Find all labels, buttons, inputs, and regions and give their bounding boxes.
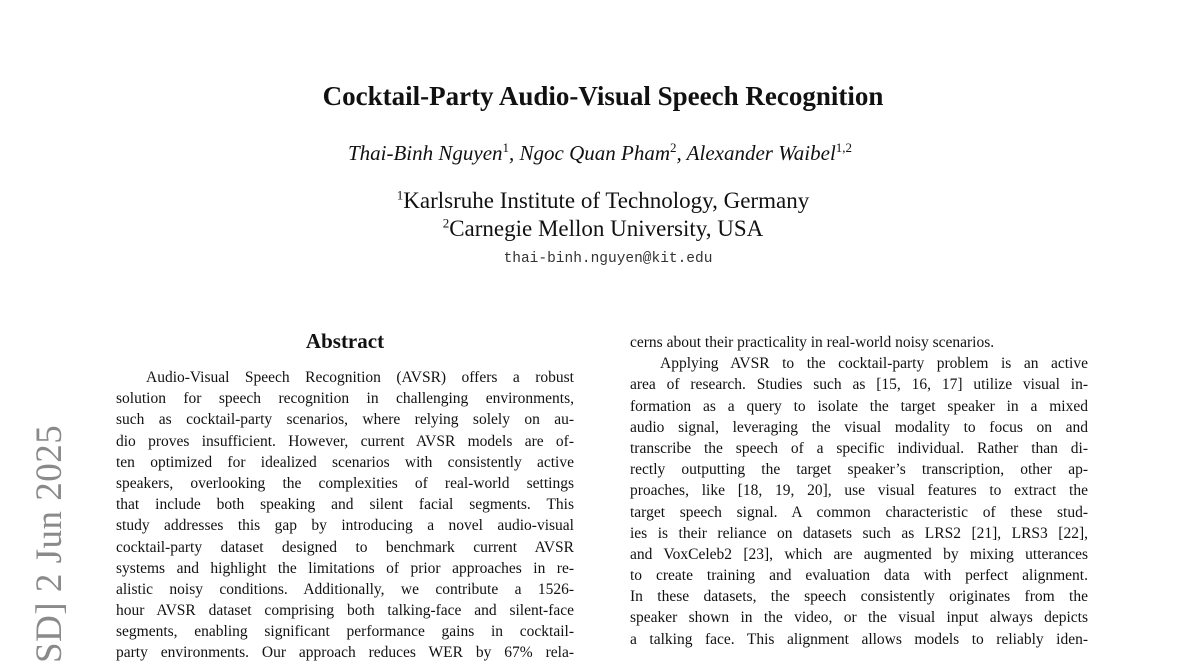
text-line: Applying AVSR to the cocktail-party problem is an active (660, 355, 1088, 373)
author-affiliation-marker: 2 (670, 140, 677, 155)
text-line: systems and highlight the limitations of prior approaches in re- (116, 559, 574, 577)
author-separator: , (509, 141, 520, 165)
affiliation-marker: 1 (396, 187, 404, 203)
text-line: proaches, like [18, 19, 20], use visual features to extract the (630, 482, 1088, 500)
affiliation (0, 215, 1200, 243)
text-line: Audio-Visual Speech Recognition (AVSR) offers a robust (146, 369, 574, 386)
text-line: segments, enabling significant performance gains in cocktail- (116, 623, 574, 641)
author-name: Alexander Waibel (686, 141, 836, 165)
abstract-heading: Abstract (305, 329, 385, 353)
text-line: such as cocktail-party scenarios, where relying solely on au- (116, 411, 574, 429)
text-line: and VoxCeleb2 [23], which are augmented by mixing utterances (630, 545, 1088, 563)
paper-title: Cocktail-Party Audio-Visual Speech Recognition (322, 81, 884, 111)
author-affiliation-marker: 1,2 (835, 140, 853, 155)
text-line: ies is their reliance on datasets such as LRS2 [21], LRS3 [22], (630, 524, 1088, 542)
affiliation-marker: 2 (442, 215, 450, 231)
text-line: ten optimized for idealized scenarios with consistently active (116, 453, 574, 471)
text-line: alistic noisy conditions. Additionally, we contribute a 1526- (116, 580, 574, 598)
author-affiliation-marker: 1 (502, 140, 510, 155)
text-line: dio proves insufficient. However, current AVSR models are of- (116, 432, 574, 450)
affiliation-name: Karlsruhe Institute of Technology, Germany (403, 188, 810, 213)
text-line: transcribe the speech of a specific individual. Rather than di- (630, 439, 1088, 457)
text-line: to create training and evaluation data with perfect alignment. (630, 567, 1088, 585)
text-line: formation as a query to isolate the target speaker in a mixed (630, 397, 1088, 415)
author-name: Thai-Binh Nguyen (347, 141, 503, 165)
contact-email[interactable]: thai-binh.nguyen@kit.edu (503, 251, 713, 267)
author-list (0, 139, 1200, 167)
text-line: target speech signal. A common characteristic of these stud- (630, 503, 1088, 521)
affiliation-name: Carnegie Mellon University, USA (449, 216, 764, 241)
affiliation (0, 187, 1200, 215)
text-line: that include both speaking and silent facial segments. This (116, 496, 574, 514)
text-line: In these datasets, the speech consistently originates from the (630, 588, 1088, 606)
text-line: cerns about their practicality in real-world noisy scenarios. (630, 334, 995, 351)
text-line: cocktail-party dataset designed to benchmark current AVSR (116, 538, 574, 556)
text-line: a talking face. This alignment allows models to reliably iden- (630, 630, 1088, 648)
intro-body (630, 332, 1088, 650)
text-line: speakers, overlooking the complexities of real-world settings (116, 474, 574, 492)
text-line: solution for speech recognition in challenging environments, (116, 390, 574, 408)
text-line: speaker shown in the video, or the visual input always depicts (630, 609, 1088, 627)
text-line: study addresses this gap by introducing a novel audio-visual (116, 517, 574, 535)
text-line: audio signal, leveraging the visual modality to focus on and (630, 418, 1088, 436)
text-line: hour AVSR dataset comprising both talking-face and silent-face (116, 602, 574, 620)
arxiv-stamp: SD] 2 Jun 2025 (29, 424, 70, 663)
text-line: rectly outputting the target speaker’s transcription, other ap- (630, 461, 1088, 479)
abstract-body (116, 367, 574, 664)
author-name: Ngoc Quan Pham (519, 141, 671, 165)
author-separator: , (676, 141, 687, 165)
text-line: party environments. Our approach reduces WER by 67% rela- (116, 644, 574, 662)
text-line: area of research. Studies such as [15, 16, 17] utilize visual in- (630, 376, 1088, 394)
